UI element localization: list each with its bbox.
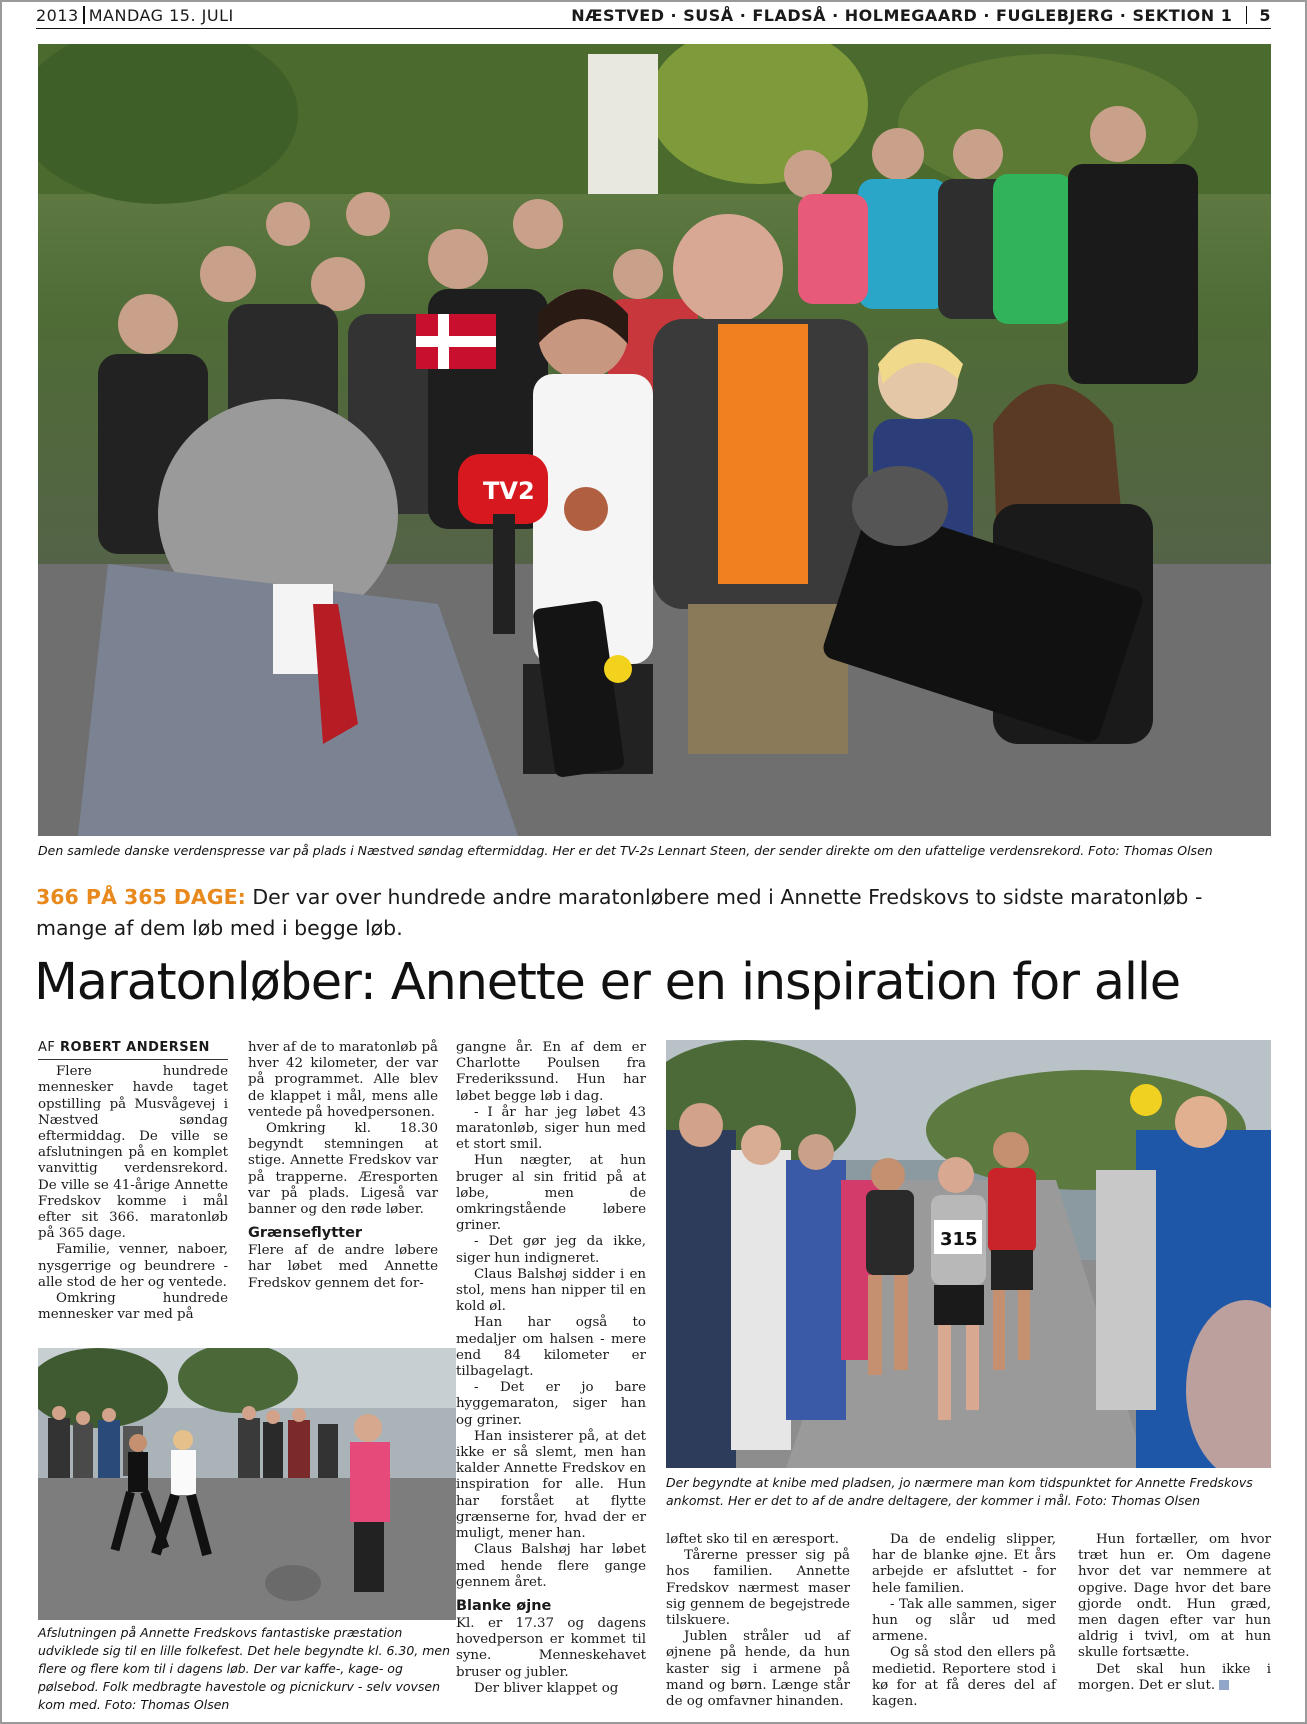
header-divider — [83, 6, 85, 24]
byline-name: ROBERT ANDERSEN — [60, 1040, 210, 1055]
microphone-logo: TV2 — [483, 477, 535, 505]
end-mark-icon — [1219, 1680, 1229, 1690]
paragraph: - Tak alle sammen, siger hun og slår ud med armene. — [872, 1596, 1056, 1645]
header-year: 2013 — [36, 6, 79, 25]
article-column-5 — [872, 1532, 1056, 1710]
kicker-label: 366 PÅ 365 DAGE: — [36, 885, 246, 909]
crowd-photo-illustration — [38, 1348, 456, 1620]
subheading: Grænseflytter — [248, 1225, 363, 1242]
header-sections-block — [571, 6, 1271, 25]
paragraph: Claus Balshøj sidder i en stol, mens han nipper til en kold øl. — [456, 1266, 646, 1315]
header-rule — [36, 28, 1271, 29]
paragraph: Jublen stråler ud af øjnene på hende, da hun kaster sig i armene på mand og børn. Længe står de og omfavner hinanden. — [666, 1629, 850, 1710]
article-kicker — [36, 882, 1271, 944]
crowd-photo — [38, 1348, 456, 1620]
paragraph: hver af de to maratonløb på hver 42 kilometer, der var på programmet. Alle blev de klappet i mål, mens alle ventede på hovedpersonen. — [248, 1040, 438, 1120]
paragraph: Hun nægter, at hun bruger al sin fritid på at løbe, men de omkringstående løbere griner. — [456, 1153, 646, 1234]
article-column-2 — [248, 1040, 438, 1292]
header-date: MANDAG 15. JULI — [88, 6, 234, 25]
paragraph: Da de endelig slipper, har de blanke øjne. Et års arbejde er afsluttet - for hele familien. — [872, 1532, 1056, 1596]
paragraph: Tårerne presser sig på hos familien. Annette Fredskov nærmest maser sig gennem de begejstrede tilskuere. — [666, 1548, 850, 1629]
paragraph: Han insisterer på, at det ikke er så slemt, men han kalder Annette Fredskov en inspiration for alle. Hun har forstået at flytte grænserne for, hvad der er muligt, mener han. — [456, 1428, 646, 1542]
runners-photo — [666, 1040, 1271, 1468]
main-photo-caption: Den samlede danske verdenspresse var på plads i Næstved søndag eftermiddag. Her er det TV-2s Lennart Steen, der sender direkte om den ufattelige verdensrekord. Foto: Thomas Olsen — [38, 843, 1213, 858]
paragraph: Han har også to medaljer om halsen - mere end 84 kilometer er tilbagelagt. — [456, 1315, 646, 1380]
paragraph — [1078, 1662, 1271, 1694]
paragraph: Og så stod den ellers på medietid. Reportere stod i kø for at få deres del af kagen. — [872, 1645, 1056, 1710]
paragraph: Hun fortæller, om hvor træt hun er. Om dagene hvor det var nemmere at opgive. Dage hvor det bare gjorde ondt. Hun græd, men dagen efter var hun aldrig i tvivl, om at hun skulle fortsætte. — [1078, 1532, 1271, 1661]
runners-photo-caption: Der begyndte at knibe med pladsen, jo nærmere man kom tidspunktet for Annette Fredskovs ankomst. Her er det to af de andre deltagere, der kommer i mål. Foto: Thomas Olsen — [666, 1475, 1253, 1508]
paragraph: Familie, venner, naboer, nysgerrige og beundrere - alle stod de her og ventede. — [38, 1242, 228, 1290]
paragraph: Claus Balshøj har løbet med hende flere gange gennem året. — [456, 1542, 646, 1590]
article-column-4 — [666, 1532, 850, 1710]
byline-prefix: AF — [38, 1040, 56, 1055]
paragraph: - Det er jo bare hyggemaraton, siger han og griner. — [456, 1380, 646, 1428]
page-number: 5 — [1259, 6, 1271, 25]
paragraph: Omkring hundrede mennesker var med på — [38, 1291, 228, 1323]
article-headline: Maratonløber: Annette er en inspiration for alle — [34, 953, 1180, 1012]
kicker-text: Der var over hundrede andre maratonløbere med i Annette Fredskovs to sidste maratonløb - mange af dem løb med i begge løb. — [36, 885, 1203, 940]
main-photo — [38, 44, 1271, 836]
paragraph: løftet sko til en æresport. — [666, 1532, 840, 1547]
main-photo-illustration — [38, 44, 1271, 836]
paragraph: Der bliver klappet og — [474, 1680, 619, 1696]
paragraph: gangne år. En af dem er Charlotte Poulsen fra Frederikssund. Hun har løbet begge løb i dag. — [456, 1040, 646, 1104]
header-date-block — [36, 6, 234, 25]
header-divider — [1246, 6, 1247, 24]
paragraph: - I år har jeg løbet 43 maratonløb, siger hun med et stort smil. — [456, 1104, 646, 1153]
crowd-photo-caption: Afslutningen på Annette Fredskovs fantastiske præstation udviklede sig til en lille folkefest. Det hele begyndte kl. 6.30, men flere og flere kom til i dagens løb. Der var kaffe-, kage- og pølsebod. Folk medbragte havestole og picnickurv - selv vovsen kom med. Foto: Thomas Olsen — [38, 1625, 451, 1712]
runner-bib-number: 315 — [940, 1229, 978, 1250]
article-column-1 — [38, 1040, 228, 1323]
article-column-6 — [1078, 1532, 1271, 1694]
paragraph: Omkring kl. 18.30 begyndt stemningen at stige. Annette Fredskov var på trapperne. Æresporten var på plads. Ligeså var banner og den røde løber. — [248, 1121, 438, 1218]
runners-photo-illustration — [666, 1040, 1271, 1468]
paragraph: Kl. er 17.37 og dagens hovedperson er kommet til syne. Menneskehavet bruser og jubler. — [456, 1615, 646, 1680]
article-column-3 — [456, 1040, 646, 1697]
byline — [38, 1040, 228, 1060]
paragraph: Flere hundrede mennesker havde taget opstilling på Musvågevej i Næstved søndag eftermiddag. De ville se afslutningen på en komplet vanvittig verdensrekord. De ville se 41-årige Annette Fredskov komme i mål efter sit 366. maratonløb på 365 dage. — [38, 1064, 228, 1242]
paragraph: Flere af de andre løbere har løbet med Annette Fredskov gennem det for- — [248, 1243, 438, 1291]
page-header — [36, 4, 1271, 26]
subheading: Blanke øjne — [456, 1597, 552, 1614]
paragraph: - Det gør jeg da ikke, siger hun indigneret. — [456, 1234, 646, 1266]
closing-sentence: Det skal hun ikke i morgen. Det er slut. — [1078, 1661, 1271, 1693]
header-sections: NÆSTVED · SUSÅ · FLADSÅ · HOLMEGAARD · FUGLEBJERG · SEKTION 1 — [571, 6, 1233, 25]
